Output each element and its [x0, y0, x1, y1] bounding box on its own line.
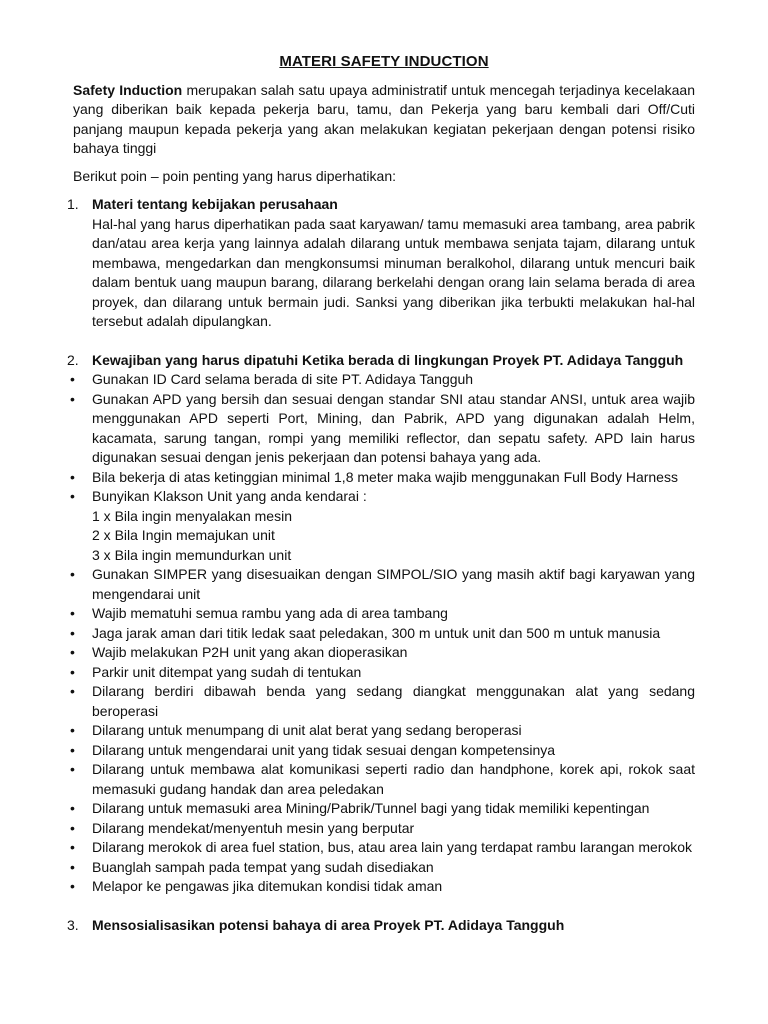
list-item	[70, 838, 695, 858]
bullet-icon: •	[70, 488, 75, 504]
list-item	[70, 390, 695, 468]
section-number: 3.	[67, 916, 79, 933]
list-item-text: Gunakan SIMPER yang disesuaikan dengan SIMPOL/SIO yang masih aktif bagi karyawan yang mengendarai unit	[92, 566, 695, 602]
bullet-icon: •	[70, 839, 75, 855]
bullet-icon: •	[70, 741, 75, 758]
bullet-icon: •	[70, 371, 75, 387]
bullet-icon: •	[70, 624, 75, 641]
list-item-text: Jaga jarak aman dari titik ledak saat peledakan, 300 m untuk unit dan 500 m untuk manusia	[92, 624, 661, 641]
bullet-icon: •	[70, 644, 75, 660]
list-item	[70, 877, 695, 897]
list-item	[70, 604, 695, 624]
section-number: 2.	[67, 351, 79, 368]
list-item-text: Bila bekerja di atas ketinggian minimal 1,8 meter maka wajib menggunakan Full Body Harness	[92, 468, 678, 485]
list-item	[70, 682, 695, 721]
section-2	[67, 351, 695, 371]
list-item-text: Wajib mematuhi semua rambu yang ada di area tambang	[92, 605, 448, 621]
list-item	[70, 487, 695, 565]
list-item	[70, 663, 695, 683]
intro-text: merupakan salah satu upaya administratif untuk mencegah terjadinya kecelakaan yang diberikan baik kepada pekerja baru, tamu, dan Pekerja yang baru kembali dari Off/Cuti panjang maupun kepada pekerja yang akan melakukan kegiatan pekerjaan dengan potensi risiko bahaya tinggi	[73, 81, 695, 156]
bullet-icon: •	[70, 683, 75, 699]
section-1	[67, 195, 695, 332]
list-item-text: Parkir unit ditempat yang sudah di tentukan	[92, 663, 362, 680]
sub-list-item: 2 x Bila Ingin memajukan unit	[92, 527, 275, 543]
bullet-icon: •	[70, 878, 75, 894]
list-item	[70, 741, 695, 761]
bullet-icon: •	[70, 819, 75, 836]
list-item-text: Dilarang mendekat/menyentuh mesin yang berputar	[92, 819, 415, 836]
bullet-icon: •	[70, 605, 75, 621]
list-item-text: Gunakan APD yang bersih dan sesuai dengan standar SNI atau standar ANSI, untuk area wajib menggunakan APD seperti Port, Mining, dan Pabrik, APD yang digunakan adalah Helm, kacamata, sarung tangan, rompi yang memiliki reflector, dan sepatu safety. APD lain harus digunakan sesuai dengan jenis pekerjaan dan potensi bahaya yang ada.	[92, 390, 695, 465]
list-item-text: Dilarang untuk menumpang di unit alat berat yang sedang beroperasi	[92, 722, 522, 738]
list-item	[70, 565, 695, 604]
bullet-list	[70, 370, 695, 897]
section-body: Hal-hal yang harus diperhatikan pada saat karyawan/ tamu memasuki area tambang, area pabrik dan/atau area kerja yang lainnya adalah dilarang untuk membawa senjata tajam, dilarang untuk membawa, mengedarkan dan mengkonsumsi minuman beralkohol, dilarang untuk mencuri baik dalam bentuk uang maupun barang, dilarang berkelahi dengan orang lain selama berada di area proyek, dan dilarang untuk bermain judi. Sanksi yang diberikan jika terbukti melakukan hal-hal tersebut adalah dipulangkan.	[92, 215, 695, 329]
intro-bold-term: Safety Induction	[73, 81, 183, 98]
list-item	[70, 721, 695, 741]
list-item-text: Bunyikan Klakson Unit yang anda kendarai :	[92, 488, 367, 504]
sub-list-item: 1 x Bila ingin menyalakan mesin	[92, 507, 292, 524]
bullet-icon: •	[70, 468, 75, 485]
list-item	[70, 858, 695, 878]
lead-sentence: Berikut poin – poin penting yang harus diperhatikan:	[73, 167, 396, 184]
section-number: 1.	[67, 196, 79, 212]
bullet-icon: •	[70, 663, 75, 680]
list-item-text: Wajib melakukan P2H unit yang akan dioperasikan	[92, 644, 408, 660]
bullet-icon: •	[70, 566, 75, 582]
list-item	[70, 643, 695, 663]
list-item-text: Dilarang berdiri dibawah benda yang sedang diangkat menggunakan alat yang sedang beroperasi	[92, 683, 695, 719]
list-item-text: Dilarang untuk memasuki area Mining/Pabrik/Tunnel bagi yang tidak memiliki kepentingan	[92, 800, 650, 816]
list-item	[70, 468, 695, 488]
list-item-text: Buanglah sampah pada tempat yang sudah disediakan	[92, 858, 434, 875]
section-heading: Mensosialisasikan potensi bahaya di area Proyek PT. Adidaya Tangguh	[92, 916, 565, 933]
sub-list	[92, 507, 695, 566]
intro-paragraph	[73, 81, 695, 159]
bullet-icon: •	[70, 390, 75, 407]
sub-list-item: 3 x Bila ingin memundurkan unit	[92, 546, 292, 563]
section-heading: Materi tentang kebijakan perusahaan	[92, 196, 338, 212]
bullet-icon: •	[70, 761, 75, 777]
list-item-text: Melapor ke pengawas jika ditemukan kondisi tidak aman	[92, 878, 443, 894]
list-item	[70, 760, 695, 799]
list-item	[70, 799, 695, 819]
list-item-text: Dilarang merokok di area fuel station, bus, atau area lain yang terdapat rambu larangan merokok	[92, 839, 693, 855]
list-item	[70, 370, 695, 390]
list-item	[70, 819, 695, 839]
list-item	[70, 624, 695, 644]
bullet-icon: •	[70, 800, 75, 816]
document-title: MATERI SAFETY INDUCTION	[279, 53, 489, 70]
bullet-icon: •	[70, 858, 75, 875]
list-item-text: Gunakan ID Card selama berada di site PT. Adidaya Tangguh	[92, 371, 474, 387]
bullet-icon: •	[70, 722, 75, 738]
list-item-text: Dilarang untuk membawa alat komunikasi seperti radio dan handphone, korek api, rokok saat memasuki gudang handak dan area peledakan	[92, 761, 695, 797]
section-3	[67, 916, 695, 936]
list-item-text: Dilarang untuk mengendarai unit yang tidak sesuai dengan kompetensinya	[92, 741, 556, 758]
section-heading: Kewajiban yang harus dipatuhi Ketika berada di lingkungan Proyek PT. Adidaya Tangguh	[92, 351, 684, 368]
